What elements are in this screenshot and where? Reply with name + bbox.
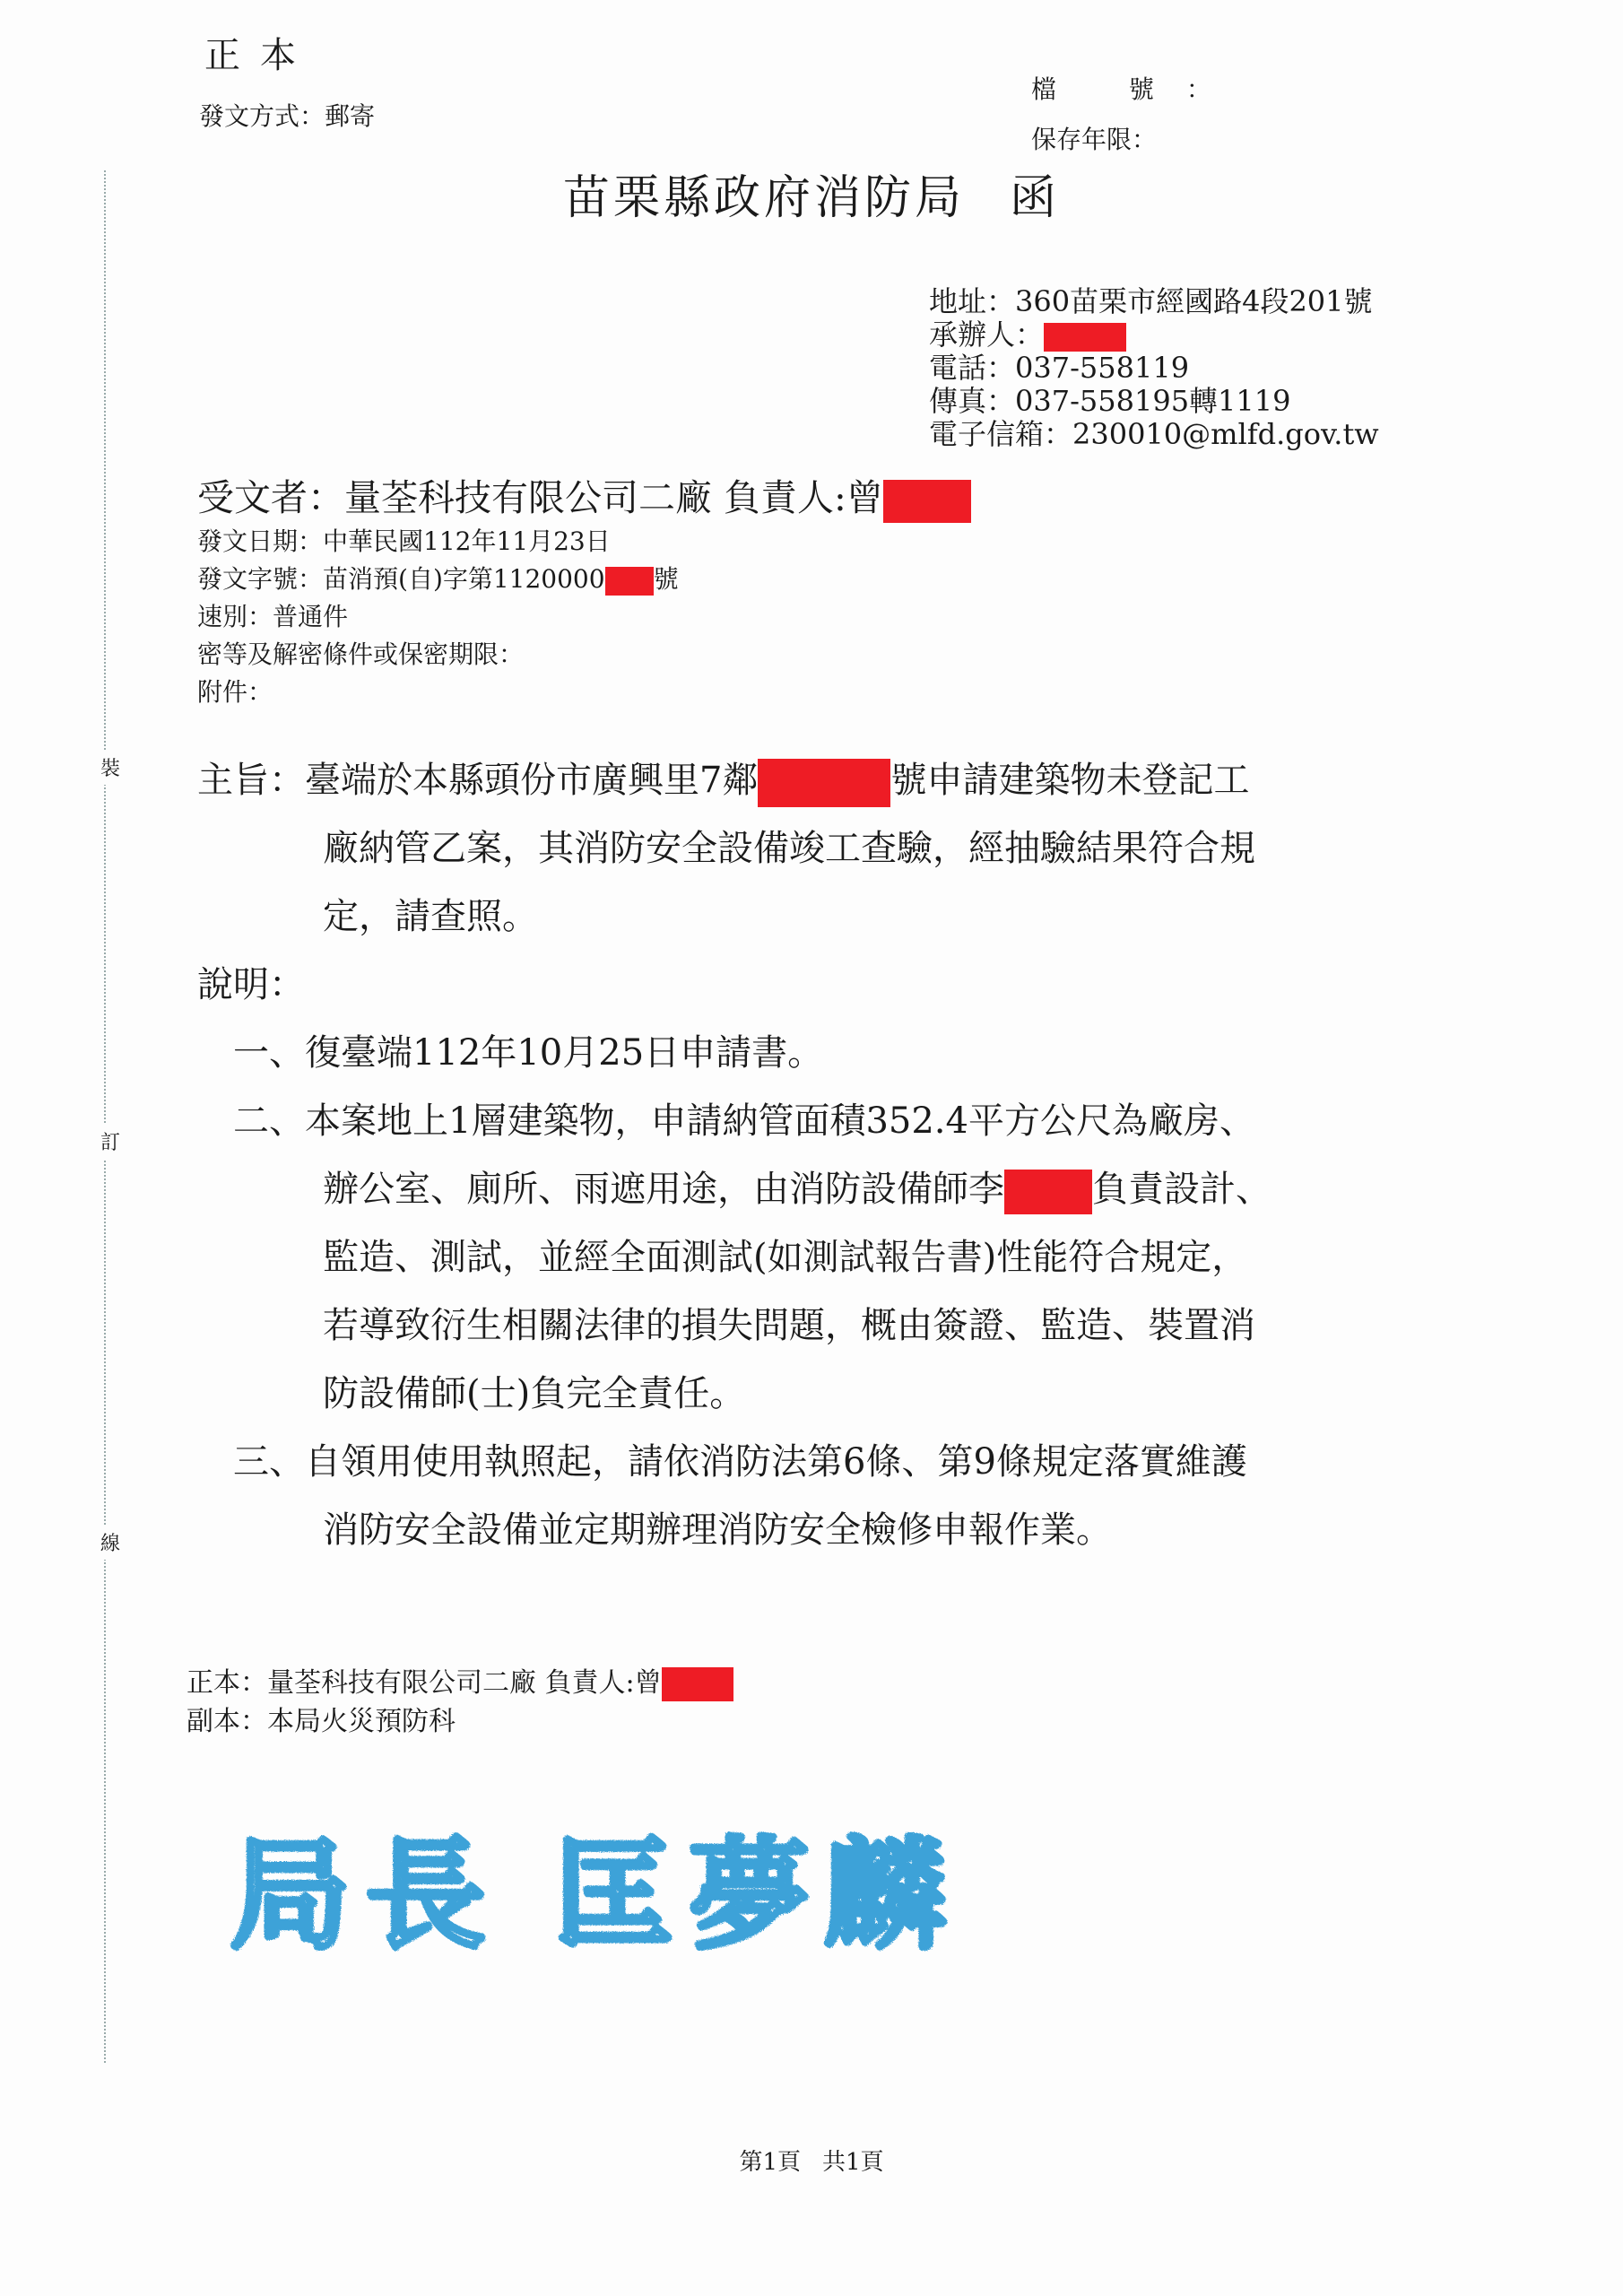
title-org: 苗栗縣政府消防局 <box>562 171 965 225</box>
subject-line-2: 廠納管乙案，其消防安全設備竣工查驗，經抽驗結果符合規 <box>323 828 1255 869</box>
contact-phone: 電話：037-558119 <box>929 351 1190 385</box>
binding-char-zhuang: 裝 <box>100 750 120 785</box>
page-title <box>0 160 1623 227</box>
file-number-label: 檔 號： <box>1031 74 1244 104</box>
binding-char-xian: 線 <box>100 1525 120 1560</box>
binding-char-ding: 訂 <box>100 1124 120 1159</box>
contact-address: 地址：360苗栗市經國路4段201號 <box>929 284 1373 318</box>
page-total: 共1頁 <box>822 2149 884 2176</box>
page-number: 第1頁 <box>739 2149 801 2176</box>
explanation-item-3-line-2: 消防安全設備並定期辦理消防安全檢修申報作業。 <box>323 1509 1112 1551</box>
explanation-label: 說明： <box>197 964 305 1005</box>
send-method <box>199 97 375 133</box>
title-doc-type: 函 <box>1010 171 1061 225</box>
redaction-box <box>1044 323 1126 352</box>
contact-handler: 承辦人： <box>929 318 1379 352</box>
redaction-box <box>605 567 654 596</box>
document-meta <box>197 523 679 711</box>
explanation-item-2-line-2: 辦公室、廁所、雨遮用途，由消防設備師李 負責設計、 <box>197 1155 1271 1223</box>
recipient-label: 受文者： <box>197 476 344 519</box>
secrecy-level: 密等及解密條件或保密期限： <box>197 639 525 669</box>
subject-line-1: 主旨：臺端於本縣頭份市廣興里7鄰 號申請建築物未登記工 <box>197 746 1271 814</box>
explanation-item-2-line-5: 防設備師(士)負完全責任。 <box>323 1373 746 1414</box>
svg-text:局長 匡夢麟: 局長 匡夢麟 <box>230 1825 959 1966</box>
redaction-box <box>662 1667 733 1701</box>
send-method-label: 發文方式： <box>199 101 325 131</box>
issue-date: 發文日期：中華民國112年11月23日 <box>197 526 611 556</box>
recipient <box>197 468 971 523</box>
director-signature <box>230 1803 965 1986</box>
copy-label: 正本 <box>204 35 316 76</box>
retention-label: 保存年限： <box>1031 125 1158 154</box>
archive-info <box>1031 70 1244 170</box>
explanation-item-3-line-1: 三、自領用使用執照起，請依消防法第6條、第9條規定落實維護 <box>233 1441 1247 1483</box>
recipient-owner: 負責人:曾 <box>724 476 883 519</box>
explanation-item-1: 一、復臺端112年10月25日申請書。 <box>233 1032 824 1074</box>
redaction-box <box>758 759 890 807</box>
send-method-value: 郵寄 <box>325 101 376 131</box>
document-number: 發文字號：苗消預(自)字第1120000 號 <box>197 564 679 594</box>
explanation-item-2-line-3: 監造、測試，並經全面測試(如測試報告書)性能符合規定， <box>323 1237 1248 1278</box>
distribution-copy: 副本：本局火災預防科 <box>187 1706 456 1737</box>
redaction-box <box>1004 1170 1092 1214</box>
document-body <box>197 746 1271 1564</box>
explanation-item-2-line-4: 若導致衍生相關法律的損失問題，概由簽證、監造、裝置消 <box>323 1305 1255 1346</box>
recipient-name: 量荃科技有限公司二廠 <box>344 476 712 519</box>
explanation-item-2-line-1: 二、本案地上1層建築物，申請納管面積352.4平方公尺為廠房、 <box>233 1100 1255 1142</box>
contact-fax: 傳真：037-558195轉1119 <box>929 384 1291 418</box>
speed-class: 速別：普通件 <box>197 602 349 631</box>
subject-line-3: 定，請查照。 <box>323 896 538 937</box>
attachments: 附件： <box>197 677 273 707</box>
binding-line <box>104 170 106 2063</box>
subject-label: 主旨： <box>197 760 305 801</box>
contact-email: 電子信箱：230010@mlfd.gov.tw <box>929 417 1379 451</box>
distribution-original: 正本：量荃科技有限公司二廠 負責人:曾 <box>187 1664 733 1702</box>
page-footer <box>0 2144 1623 2177</box>
signature-stamp <box>230 1803 965 1982</box>
contact-block <box>929 285 1379 451</box>
redaction-box <box>883 480 971 523</box>
distribution <box>187 1664 733 1741</box>
